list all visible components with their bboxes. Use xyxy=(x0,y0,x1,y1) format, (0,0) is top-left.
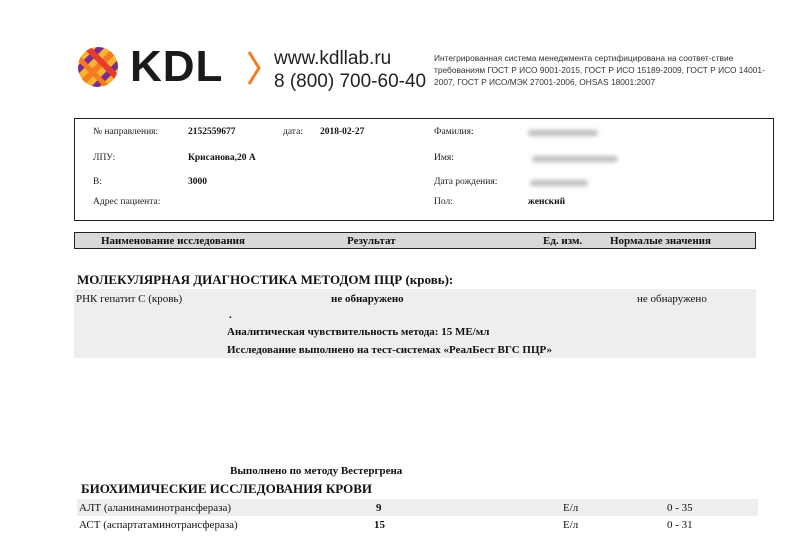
westergren-note: Выполнено по методу Вестергрена xyxy=(230,465,403,477)
surname-label: Фамилия: xyxy=(434,127,474,137)
website-link[interactable]: www.kdllab.ru xyxy=(274,48,392,69)
certification-text: Интегрированная система менеджмента сертифицирована на соответ-ствие требованиям ГОСТ Р ИСО 9001-2015, ГОСТ Р ИСО 15189-2009, ГОСТ Р ИСО 14001-2007, ГОСТ Р ИСО/МЭК 27001-2006, OHSAS 18001:2007 xyxy=(434,53,765,87)
birthdate-label: Дата рождения: xyxy=(434,177,498,187)
address-label: Адрес пациента: xyxy=(93,197,161,207)
pcr-test-normal: не обнаружено xyxy=(637,293,707,305)
alt-units: Е/л xyxy=(563,502,579,514)
pcr-test-system: Исследование выполнено на тест-системах «РеалБест ВГС ПЦР» xyxy=(227,344,553,356)
name-redacted xyxy=(532,156,618,162)
referral-value: 2152559677 xyxy=(188,127,236,137)
col-result-header: Результат xyxy=(347,235,396,247)
ast-test-name: АСТ (аспартатаминотрансфераза) xyxy=(79,519,238,531)
alt-normal: 0 - 35 xyxy=(667,502,693,514)
pcr-test-result: не обнаружено xyxy=(331,293,404,305)
ast-normal: 0 - 31 xyxy=(667,519,693,531)
pcr-test-name: РНК гепатит С (кровь) xyxy=(76,293,183,305)
referral-label: № направления: xyxy=(93,127,159,137)
v-label: В: xyxy=(93,177,102,187)
col-name-header: Наименование исследования xyxy=(101,235,245,247)
name-label: Имя: xyxy=(434,153,454,163)
col-units-header: Ед. изм. xyxy=(543,235,583,247)
sex-label: Пол: xyxy=(434,197,453,207)
lpu-value: Крисанова,20 А xyxy=(188,153,256,163)
logo-text: KDL xyxy=(130,42,224,91)
birthdate-redacted xyxy=(530,180,588,186)
v-value: 3000 xyxy=(188,177,207,187)
col-normal-header: Нормалые значения xyxy=(610,235,711,247)
date-value: 2018-02-27 xyxy=(320,127,365,137)
sex-value: женский xyxy=(528,197,566,207)
alt-result: 9 xyxy=(376,502,382,514)
date-label: дата: xyxy=(283,127,303,137)
ast-units: Е/л xyxy=(563,519,579,531)
lpu-label: ЛПУ: xyxy=(93,153,116,163)
chevron-right-icon xyxy=(246,50,262,86)
ast-result: 15 xyxy=(374,519,385,531)
alt-test-name: АЛТ (аланинаминотрансфераза) xyxy=(79,502,232,514)
biochem-section-title: БИОХИМИЧЕСКИЕ ИССЛЕДОВАНИЯ КРОВИ xyxy=(81,481,373,496)
pcr-sensitivity: Аналитическая чувствительность метода: 15 МЕ/мл xyxy=(227,326,490,338)
pcr-section-title: МОЛЕКУЛЯРНАЯ ДИАГНОСТИКА МЕТОДОМ ПЦР (кровь): xyxy=(77,272,454,287)
patient-info-box xyxy=(74,118,774,221)
kdl-logo-icon xyxy=(77,46,119,88)
surname-redacted xyxy=(528,130,598,136)
pcr-dot: . xyxy=(229,309,232,321)
phone-number[interactable]: 8 (800) 700-60-40 xyxy=(274,71,427,92)
